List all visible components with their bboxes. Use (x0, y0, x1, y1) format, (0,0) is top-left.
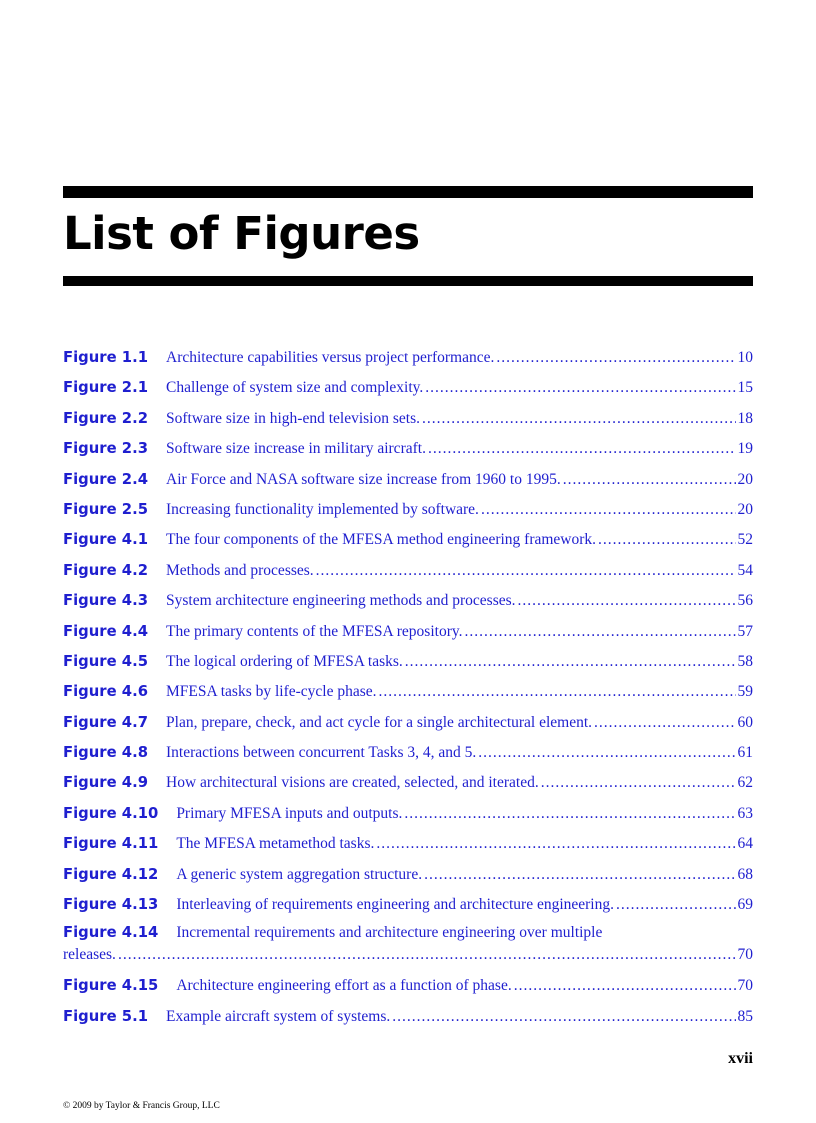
figure-number: Figure 1.1 (63, 349, 149, 366)
page-folio: xvii (728, 1050, 753, 1067)
dot-leader (392, 1003, 735, 1031)
figure-caption: The MFESA metamethod tasks. (176, 835, 375, 853)
figure-caption: Architecture capabilities versus project performance. (166, 349, 495, 366)
figure-number: Figure 2.3 (63, 440, 149, 458)
page-title: List of Figures (63, 207, 420, 260)
figure-entry[interactable] (63, 435, 753, 465)
figure-number: Figure 4.12 (63, 865, 159, 883)
figure-entry[interactable] (63, 678, 753, 708)
dot-leader (563, 466, 736, 494)
page-number: 19 (737, 440, 753, 458)
page-number: 56 (737, 592, 753, 610)
figure-number: Figure 4.10 (63, 804, 159, 822)
figure-entry[interactable] (63, 972, 753, 1002)
figure-entry[interactable] (63, 557, 753, 587)
figure-caption: System architecture engineering methods and processes. (166, 592, 516, 610)
figure-entry[interactable] (63, 496, 753, 526)
figure-number: Figure 4.9 (63, 774, 149, 792)
figure-caption: Software size in high-end television sets. (166, 409, 420, 427)
dot-leader (481, 496, 736, 524)
dot-leader (478, 739, 735, 767)
figure-entry[interactable] (63, 709, 753, 739)
dot-leader (616, 891, 736, 919)
page-number: 10 (737, 349, 753, 366)
figure-entry[interactable] (63, 344, 753, 374)
copyright-notice: © 2009 by Taylor & Francis Group, LLC (63, 1101, 220, 1111)
figure-number: Figure 2.4 (63, 470, 149, 488)
page-number: 85 (737, 1007, 753, 1025)
page-number: 20 (737, 500, 753, 518)
figure-caption: Software size increase in military aircraft. (166, 440, 426, 458)
page-number: 54 (737, 561, 753, 579)
figure-caption: Architecture engineering effort as a function of phase. (176, 977, 512, 995)
figure-number: Figure 4.2 (63, 561, 149, 579)
page-number: 60 (737, 713, 753, 731)
figure-entry-wrapped[interactable] (63, 921, 753, 972)
figure-entry[interactable] (63, 1003, 753, 1033)
dot-leader (376, 830, 735, 858)
figure-number: Figure 2.2 (63, 409, 149, 427)
figure-entry[interactable] (63, 800, 753, 830)
figure-caption-line1: Incremental requirements and architecture engineering over multiple (176, 924, 603, 942)
figure-caption: The logical ordering of MFESA tasks. (166, 652, 403, 670)
figure-number: Figure 4.1 (63, 531, 149, 549)
figure-list (63, 344, 753, 1033)
figure-caption: A generic system aggregation structure. (176, 865, 423, 883)
page-number: 64 (737, 835, 753, 853)
title-rule-top (63, 186, 753, 198)
figure-number: Figure 4.11 (63, 835, 159, 853)
figure-entry[interactable] (63, 526, 753, 556)
figure-entry[interactable] (63, 648, 753, 678)
dot-leader (518, 587, 736, 615)
figure-caption: Plan, prepare, check, and act cycle for a single architectural element. (166, 713, 593, 731)
figure-entry[interactable] (63, 739, 753, 769)
figure-entry[interactable] (63, 769, 753, 799)
figure-number: Figure 4.4 (63, 622, 149, 640)
dot-leader (424, 861, 735, 889)
page-number: 57 (737, 622, 753, 640)
figure-entry[interactable] (63, 618, 753, 648)
dot-leader (422, 405, 736, 433)
dot-leader (428, 435, 736, 463)
figure-number: Figure 4.3 (63, 592, 149, 610)
page-number: 58 (737, 652, 753, 670)
dot-leader (514, 972, 736, 1000)
dot-leader (405, 648, 736, 676)
dot-leader (541, 769, 736, 797)
figure-number: Figure 4.13 (63, 896, 159, 914)
figure-number: Figure 5.1 (63, 1007, 149, 1025)
figure-number: Figure 2.5 (63, 500, 149, 518)
dot-leader (598, 526, 735, 554)
title-rule-bottom (63, 276, 753, 286)
page-number: 68 (737, 865, 753, 883)
figure-caption: Challenge of system size and complexity. (166, 379, 424, 397)
figure-number: Figure 2.1 (63, 379, 149, 397)
dot-leader (425, 374, 735, 402)
dot-leader (594, 709, 735, 737)
figure-caption: Interactions between concurrent Tasks 3, 4, and 5. (166, 744, 477, 762)
page-number: 20 (737, 470, 753, 488)
dot-leader (118, 945, 736, 965)
figure-number: Figure 4.15 (63, 977, 159, 995)
figure-number: Figure 4.14 (63, 924, 159, 942)
figure-caption: Example aircraft system of systems. (166, 1007, 391, 1025)
figure-entry[interactable] (63, 466, 753, 496)
figure-number: Figure 4.8 (63, 744, 149, 762)
figure-number: Figure 4.6 (63, 683, 149, 701)
page-number: 15 (737, 379, 753, 397)
page-number: 70 (737, 946, 753, 964)
figure-caption: Air Force and NASA software size increase from 1960 to 1995. (166, 470, 561, 488)
dot-leader (464, 618, 735, 646)
page-number: 70 (737, 977, 753, 995)
dot-leader (316, 557, 736, 585)
figure-caption: The primary contents of the MFESA repository. (166, 622, 463, 640)
page-number: 59 (737, 683, 753, 701)
dot-leader (379, 678, 736, 706)
figure-caption: Increasing functionality implemented by software. (166, 500, 479, 518)
dot-leader (496, 344, 735, 372)
dot-leader (404, 800, 735, 828)
page-number: 61 (737, 744, 753, 762)
figure-caption: MFESA tasks by life-cycle phase. (166, 683, 377, 701)
figure-caption: How architectural visions are created, selected, and iterated. (166, 774, 539, 792)
figure-caption: The four components of the MFESA method engineering framework. (166, 531, 597, 549)
figure-entry[interactable] (63, 587, 753, 617)
figure-entry[interactable] (63, 830, 753, 860)
page-number: 69 (737, 896, 753, 914)
page-number: 63 (737, 804, 753, 822)
figure-caption: Interleaving of requirements engineering and architecture engineering. (176, 896, 614, 914)
page-number: 52 (737, 531, 753, 549)
figure-number: Figure 4.5 (63, 652, 149, 670)
figure-entry[interactable] (63, 891, 753, 921)
page-number: 62 (737, 774, 753, 792)
figure-caption: Methods and processes. (166, 561, 314, 579)
figure-caption: Primary MFESA inputs and outputs. (176, 804, 403, 822)
page-number: 18 (737, 409, 753, 427)
figure-entry[interactable] (63, 374, 753, 404)
figure-caption-line2: releases. (63, 946, 116, 964)
figure-number: Figure 4.7 (63, 713, 149, 731)
figure-entry[interactable] (63, 861, 753, 891)
figure-entry[interactable] (63, 405, 753, 435)
